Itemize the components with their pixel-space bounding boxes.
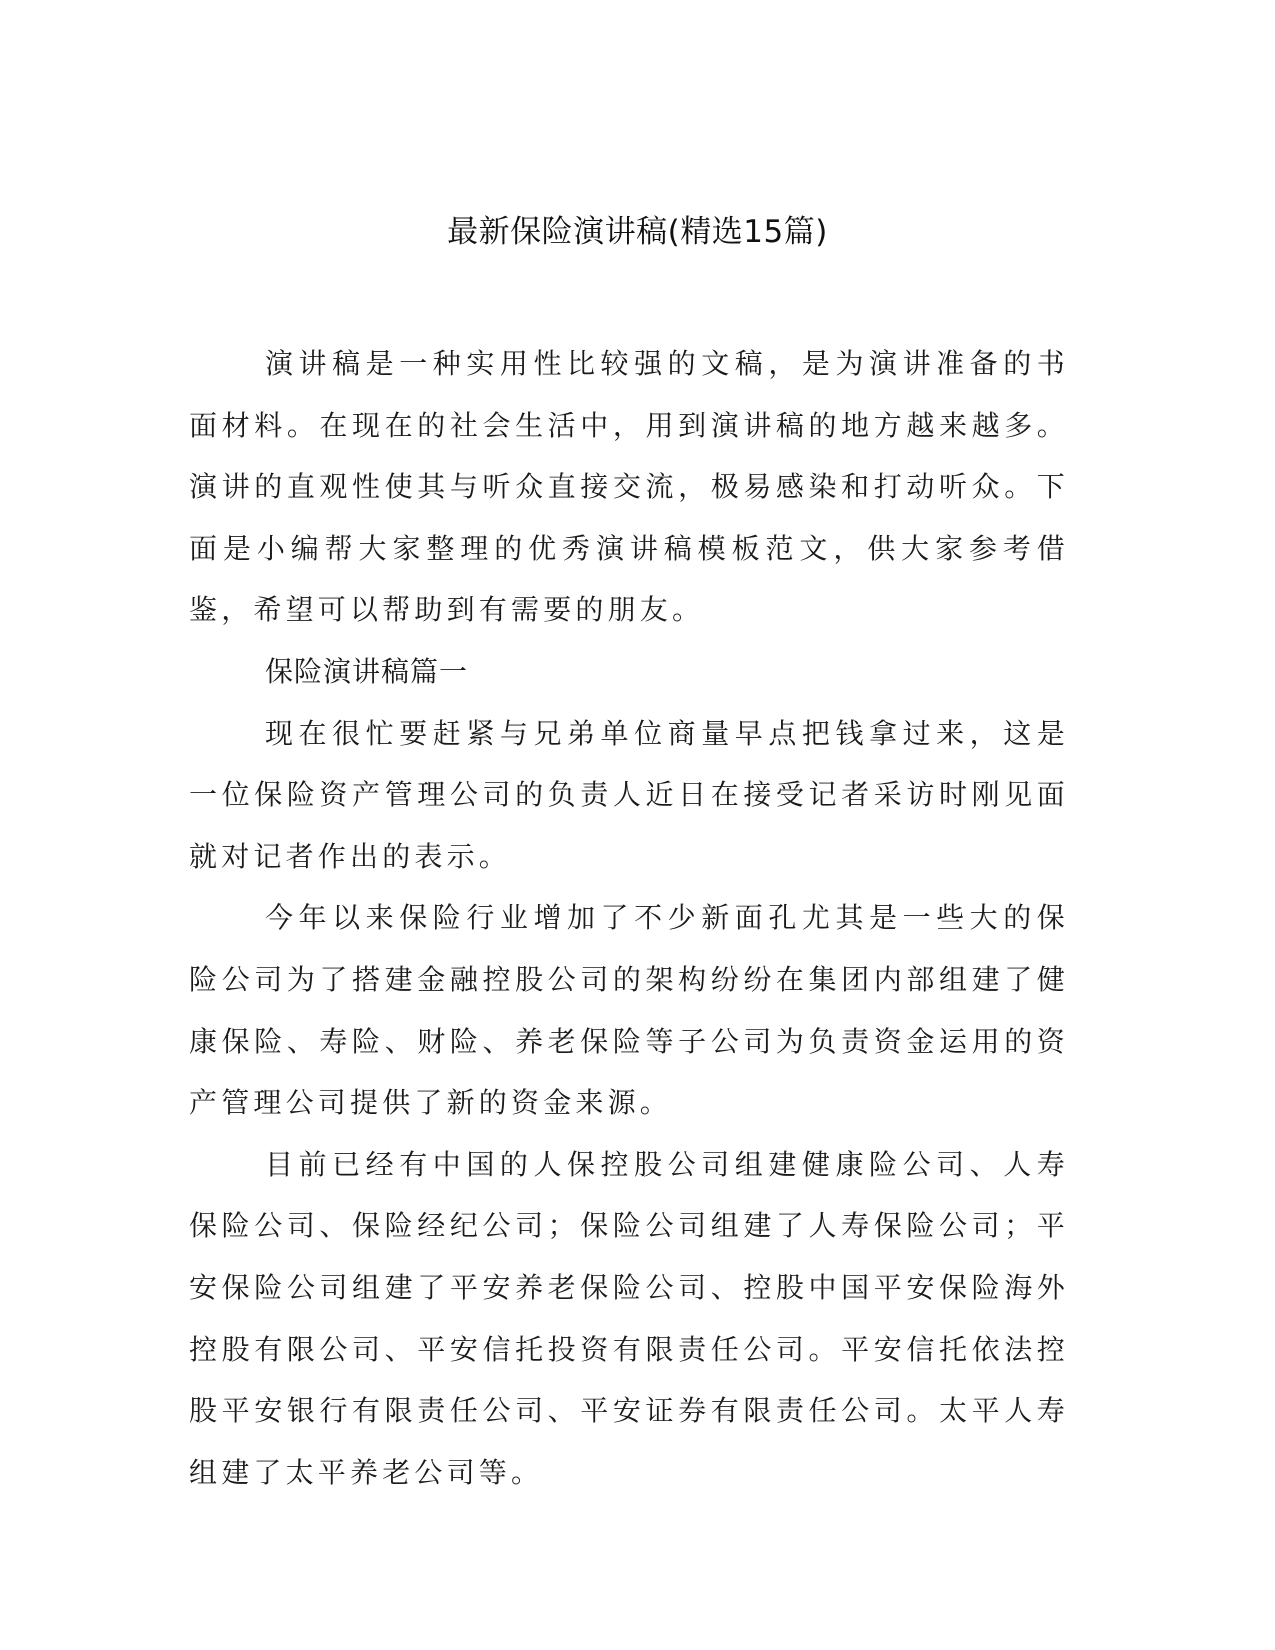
body-paragraph: 今年以来保险行业增加了不少新面孔尤其是一些大的保险公司为了搭建金融控股公司的架构纷纷在集团内部组建了健康保险、寿险、财险、养老保险等子公司为负责资金运用的资产管理公司提供了新的资金来源。 [189, 901, 1069, 1120]
section-heading: 保险演讲稿篇一 [265, 654, 469, 688]
body-paragraph: 现在很忙要赶紧与兄弟单位商量早点把钱拿过来，这是一位保险资产管理公司的负责人近日在接受记者采访时刚见面就对记者作出的表示。 [189, 716, 1069, 873]
document-title: 最新保险演讲稿(精选15篇) [447, 214, 828, 250]
body-paragraph: 目前已经有中国的人保控股公司组建健康险公司、人寿保险公司、保险经纪公司；保险公司组建了人寿保险公司；平安保险公司组建了平安养老保险公司、控股中国平安保险海外控股有限公司、平安信托投资有限责任公司。平安信托依法控股平安银行有限责任公司、平安证券有限责任公司。太平人寿组建了太平养老公司等。 [189, 1147, 1069, 1489]
intro-paragraph: 演讲稿是一种实用性比较强的文稿，是为演讲准备的书面材料。在现在的社会生活中，用到演讲稿的地方越来越多。演讲的直观性使其与听众直接交流，极易感染和打动听众。下面是小编帮大家整理的优秀演讲稿模板范文，供大家参考借鉴，希望可以帮助到有需要的朋友。 [189, 347, 1069, 627]
document-body [189, 333, 1069, 1503]
